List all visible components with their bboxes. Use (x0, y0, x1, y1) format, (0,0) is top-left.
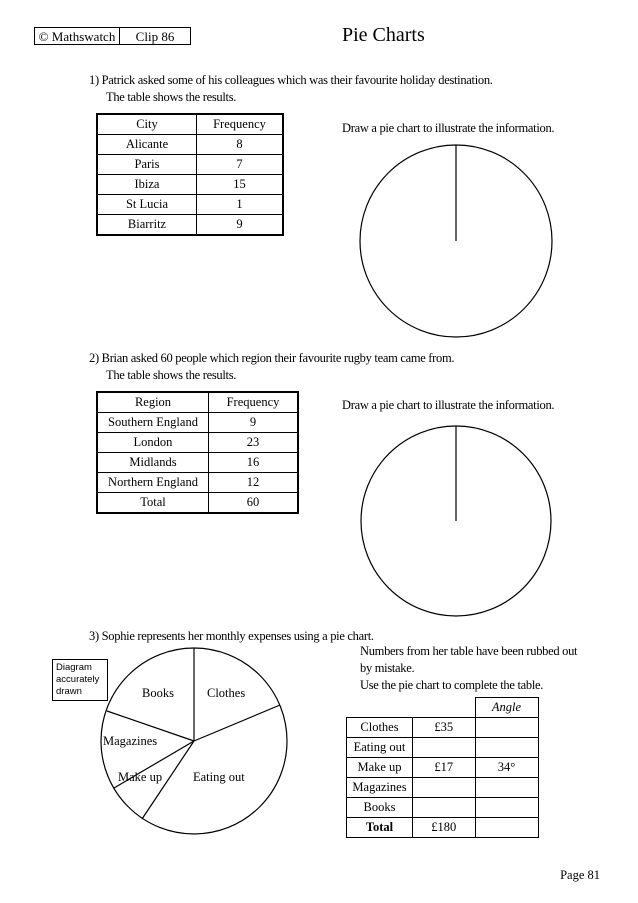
table-cell (475, 738, 538, 758)
q2-instruction: Draw a pie chart to illustrate the information. (342, 398, 555, 412)
table-row (347, 778, 539, 798)
pie-label-clothes: Clothes (207, 686, 246, 700)
table-row (97, 135, 283, 155)
table-row (347, 758, 539, 778)
table-row (347, 818, 539, 838)
table-row (97, 493, 298, 514)
pie-label-makeup: Make up (118, 770, 163, 784)
table-cell: 34° (475, 758, 538, 778)
q3-note1: Numbers from her table have been rubbed out (360, 644, 578, 658)
table-cell: £180 (413, 818, 476, 838)
table-cell: Southern England (97, 413, 209, 433)
q2-line1: Brian asked 60 people which region their favourite rugby team came from. (101, 351, 455, 365)
table-row (347, 718, 539, 738)
q3-pie-chart (90, 645, 305, 845)
table-cell: St Lucia (97, 195, 197, 215)
q2-line2: The table shows the results. (106, 368, 237, 382)
table-row (97, 155, 283, 175)
q3-text (89, 628, 374, 645)
page-number: Page 81 (560, 868, 600, 882)
table-row (97, 473, 298, 493)
table-cell: 60 (209, 493, 299, 514)
pie-label-eating-out: Eating out (193, 770, 245, 784)
table-cell: £35 (413, 718, 476, 738)
table-cell: Paris (97, 155, 197, 175)
q3-table (346, 697, 539, 838)
q2-pie-circle (352, 423, 562, 623)
q1-number: 1) (89, 73, 99, 87)
table-row (97, 175, 283, 195)
q3-line1: Sophie represents her monthly expenses using a pie chart. (101, 629, 374, 643)
table-cell: Clothes (347, 718, 413, 738)
pie-label-books: Books (142, 686, 174, 700)
table-cell: 9 (197, 215, 284, 236)
table-cell (413, 778, 476, 798)
diagram-note: Diagram accurately drawn (52, 659, 108, 701)
table-cell: Eating out (347, 738, 413, 758)
table-cell (475, 718, 538, 738)
page-title: Pie Charts (342, 24, 425, 46)
q2-number: 2) (89, 351, 99, 365)
table-cell: Ibiza (97, 175, 197, 195)
q1-line1: Patrick asked some of his colleagues which was their favourite holiday destination. (101, 73, 493, 87)
table-header: City (97, 114, 197, 135)
table-row (347, 698, 539, 718)
q3-note3: Use the pie chart to complete the table. (360, 678, 544, 692)
table-row (97, 433, 298, 453)
table-cell: £17 (413, 758, 476, 778)
table-cell: Make up (347, 758, 413, 778)
table-cell (347, 698, 413, 718)
table-cell (475, 778, 538, 798)
table-cell (475, 798, 538, 818)
table-row (97, 215, 283, 236)
table-cell (413, 698, 476, 718)
table-cell (413, 798, 476, 818)
q3-note2: by mistake. (360, 661, 415, 675)
table-cell: 15 (197, 175, 284, 195)
table-row (347, 738, 539, 758)
clip-box: Clip 86 (119, 27, 191, 45)
table-cell: Magazines (347, 778, 413, 798)
table-header: Frequency (209, 392, 299, 413)
q2-text (89, 350, 454, 384)
table-cell: Midlands (97, 453, 209, 473)
table-header: Region (97, 392, 209, 413)
q3-note (360, 643, 577, 694)
table-cell: 16 (209, 453, 299, 473)
table-cell (475, 818, 538, 838)
q1-table (96, 113, 284, 236)
table-cell: Biarritz (97, 215, 197, 236)
q1-pie-circle (352, 142, 562, 342)
table-cell: Books (347, 798, 413, 818)
table-row (97, 413, 298, 433)
q1-instruction: Draw a pie chart to illustrate the information. (342, 121, 555, 135)
table-cell (413, 738, 476, 758)
q2-table (96, 391, 299, 514)
copyright-box: © Mathswatch (34, 27, 120, 45)
table-cell: Total (97, 493, 209, 514)
table-row (97, 114, 283, 135)
table-cell: Total (347, 818, 413, 838)
table-row (97, 195, 283, 215)
table-cell: Alicante (97, 135, 197, 155)
table-row (97, 453, 298, 473)
table-row (97, 392, 298, 413)
pie-label-magazines: Magazines (103, 734, 158, 748)
table-cell: 8 (197, 135, 284, 155)
table-cell: 9 (209, 413, 299, 433)
table-header: Angle (475, 698, 538, 718)
table-header: Frequency (197, 114, 284, 135)
table-cell: 7 (197, 155, 284, 175)
table-cell: 12 (209, 473, 299, 493)
table-cell: 1 (197, 195, 284, 215)
table-row (347, 798, 539, 818)
q1-text (89, 72, 493, 106)
q3-number: 3) (89, 629, 99, 643)
q1-line2: The table shows the results. (106, 90, 237, 104)
table-cell: 23 (209, 433, 299, 453)
table-cell: London (97, 433, 209, 453)
table-cell: Northern England (97, 473, 209, 493)
